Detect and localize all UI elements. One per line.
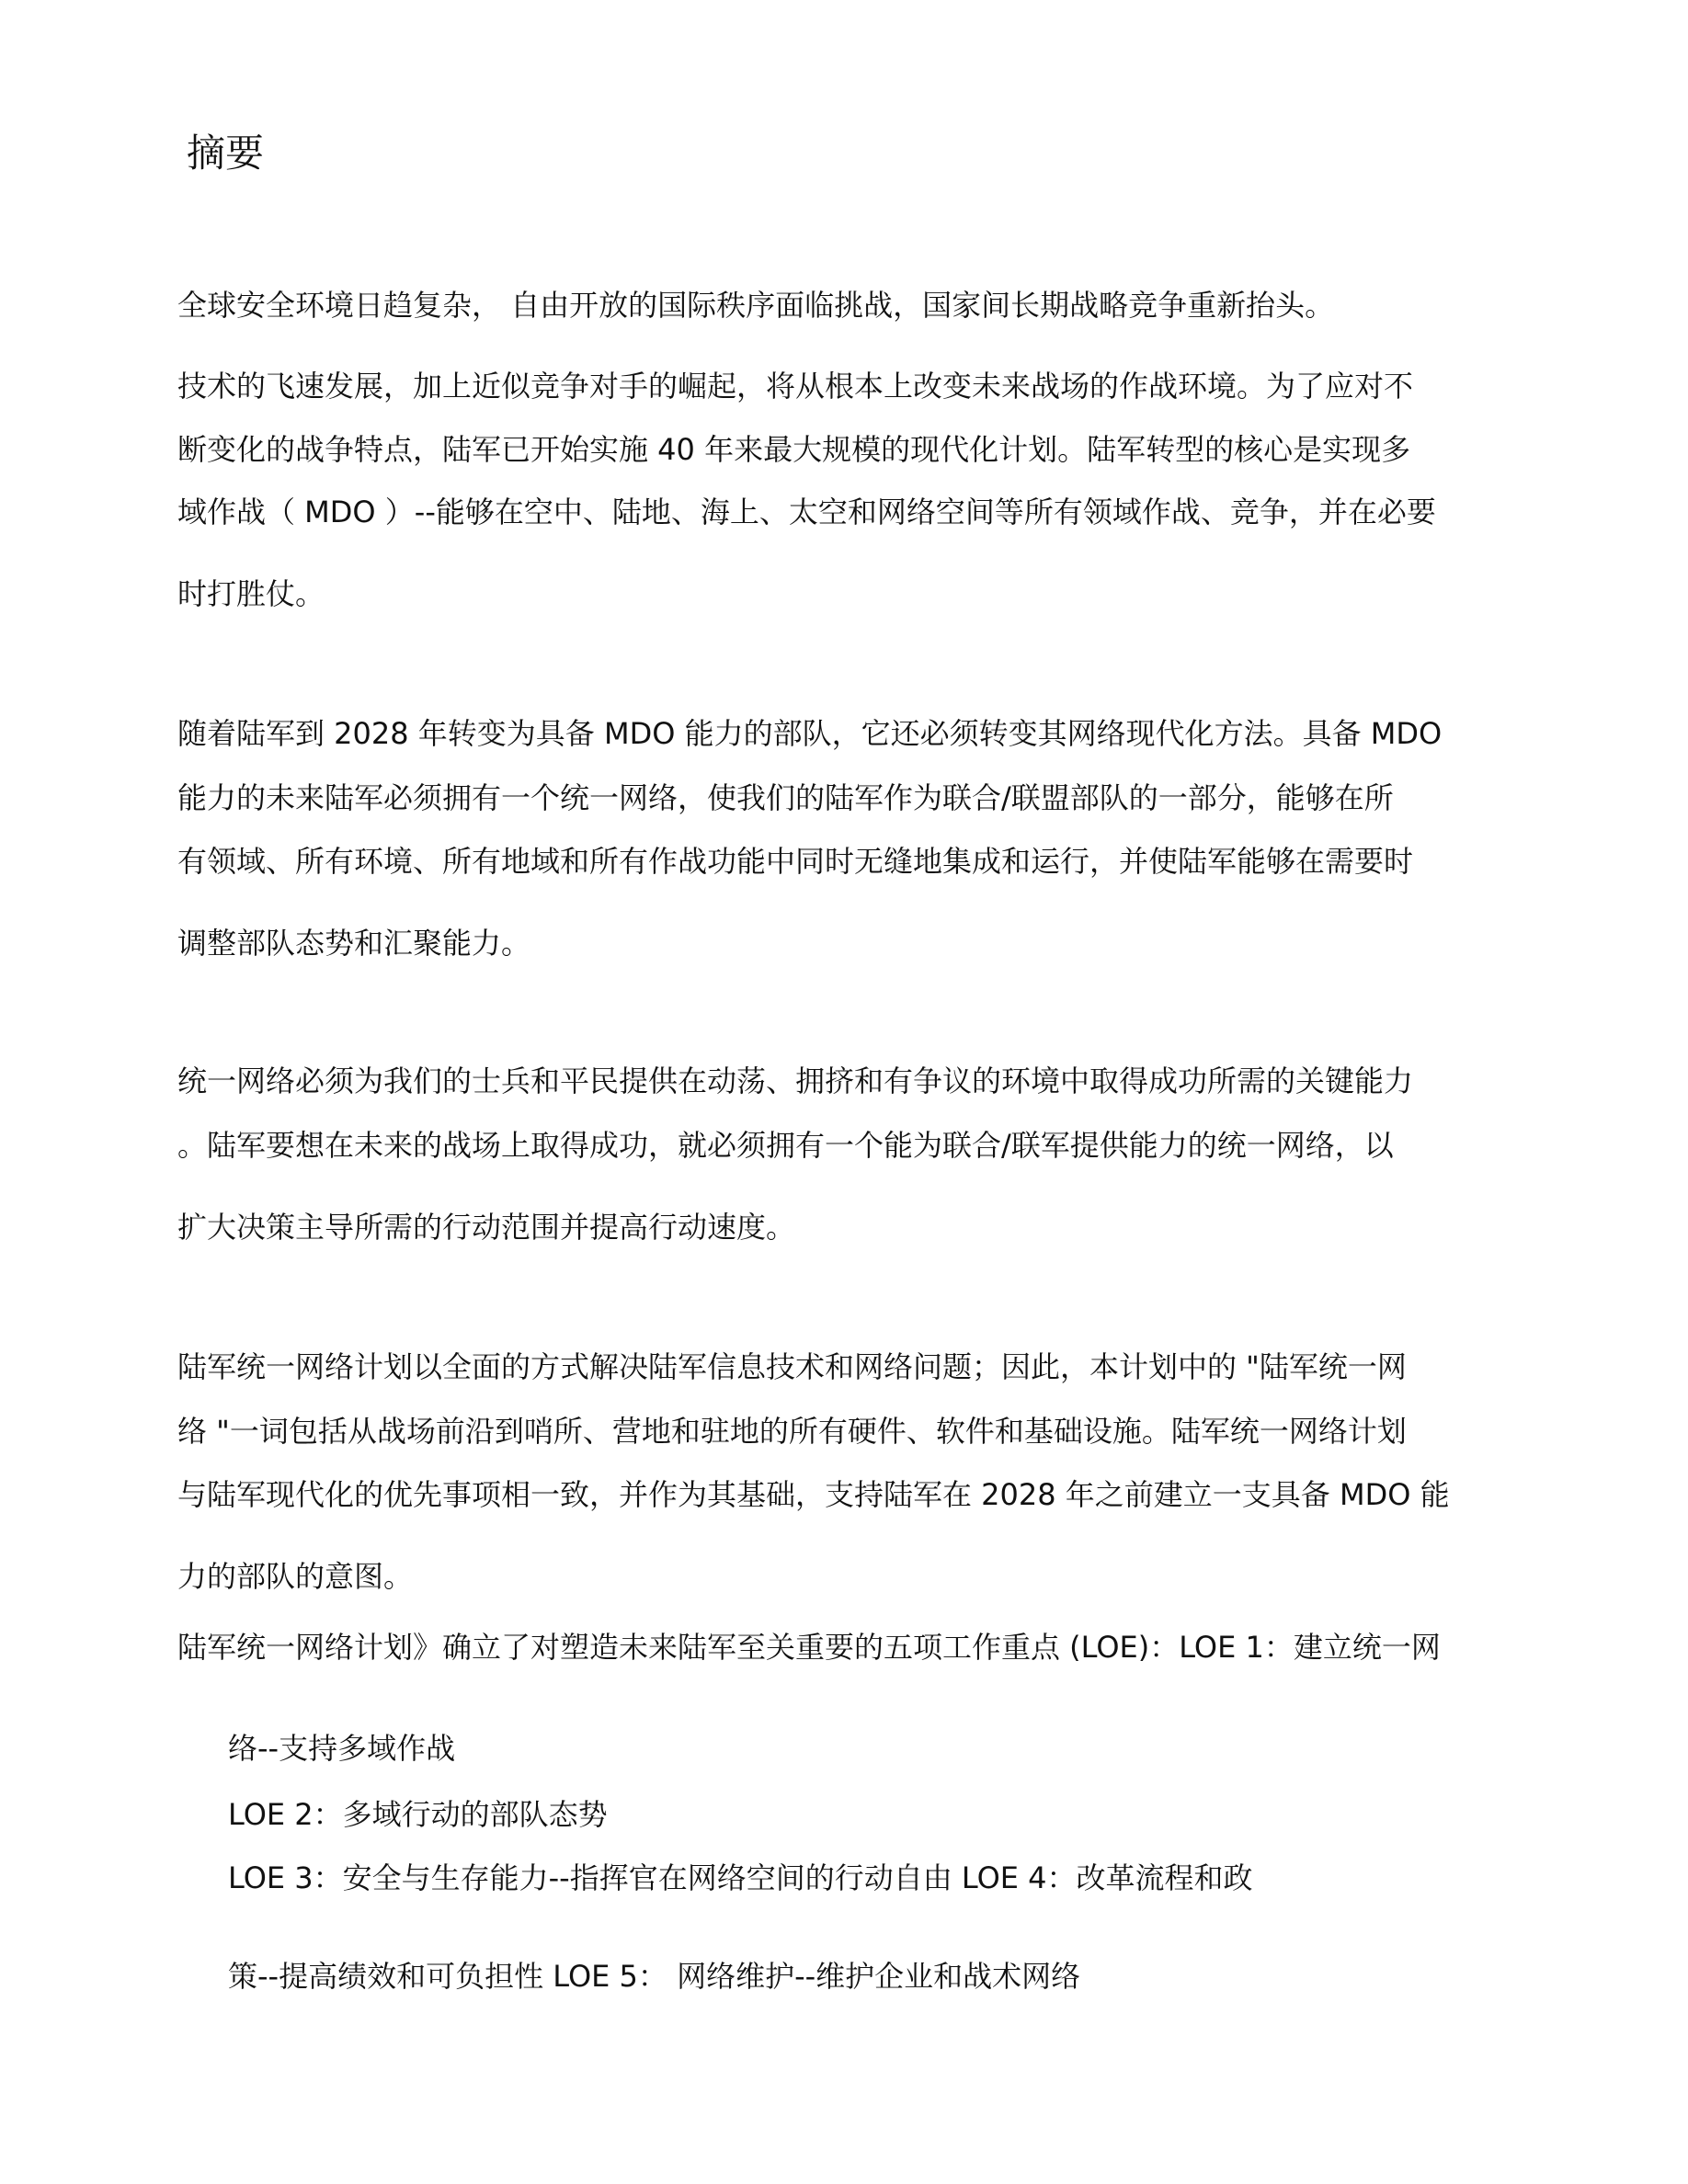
text-line: 能力的未来陆军必须拥有一个统一网络，使我们的陆军作为联合/联盟部队的一部分，能够在所: [177, 780, 1394, 815]
list-item: LOE 3：安全与生存能力--指挥官在网络空间的行动自由 LOE 4：改革流程和政: [228, 1860, 1253, 1895]
text-line: 技术的飞速发展，加上近似竞争对手的崛起，将从根本上改变未来战场的作战环境。为了应对不: [177, 369, 1414, 404]
text-line: 调整部队态势和汇聚能力。: [177, 926, 531, 961]
text-line: 。陆军要想在未来的战场上取得成功，就必须拥有一个能为联合/联军提供能力的统一网络，以: [177, 1128, 1394, 1163]
text-line: 断变化的战争特点，陆军已开始实施 40 年来最大规模的现代化计划。陆军转型的核心是实现多: [177, 432, 1411, 467]
text-line: 力的部队的意图。: [177, 1559, 414, 1594]
text-line: 有领域、所有环境、所有地域和所有作战功能中同时无缝地集成和运行，并使陆军能够在需要时: [177, 844, 1414, 879]
page-title: 摘要: [187, 131, 265, 176]
text-line: 陆军统一网络计划》确立了对塑造未来陆军至关重要的五项工作重点 (LOE)：LOE 1：建立统一网: [177, 1630, 1441, 1665]
text-line: 域作战（ MDO ）--能够在空中、陆地、海上、太空和网络空间等所有领域作战、竞争，并在必要: [177, 495, 1436, 529]
text-line: 扩大决策主导所需的行动范围并提高行动速度。: [177, 1210, 796, 1245]
text-line: 随着陆军到 2028 年转变为具备 MDO 能力的部队，它还必须转变其网络现代化方法。具备 MDO: [177, 716, 1443, 751]
text-line: 全球安全环境日趋复杂， 自由开放的国际秩序面临挑战，国家间长期战略竞争重新抬头。: [177, 288, 1335, 323]
list-item: 络--支持多域作战: [228, 1731, 456, 1766]
text-line: 时打胜仗。: [177, 576, 325, 611]
text-line: 陆军统一网络计划以全面的方式解决陆军信息技术和网络问题；因此，本计划中的 "陆军统一网: [177, 1349, 1407, 1384]
text-line: 与陆军现代化的优先事项相一致，并作为其基础，支持陆军在 2028 年之前建立一支具备 MDO 能: [177, 1477, 1450, 1512]
list-item: LOE 2：多域行动的部队态势: [228, 1797, 608, 1832]
text-line: 络 "一词包括从战场前沿到哨所、营地和驻地的所有硬件、软件和基础设施。陆军统一网络计划: [177, 1414, 1407, 1449]
text-line: 统一网络必须为我们的士兵和平民提供在动荡、拥挤和有争议的环境中取得成功所需的关键能力: [177, 1064, 1414, 1098]
list-item: 策--提高绩效和可负担性 LOE 5： 网络维护--维护企业和战术网络: [228, 1959, 1081, 1994]
